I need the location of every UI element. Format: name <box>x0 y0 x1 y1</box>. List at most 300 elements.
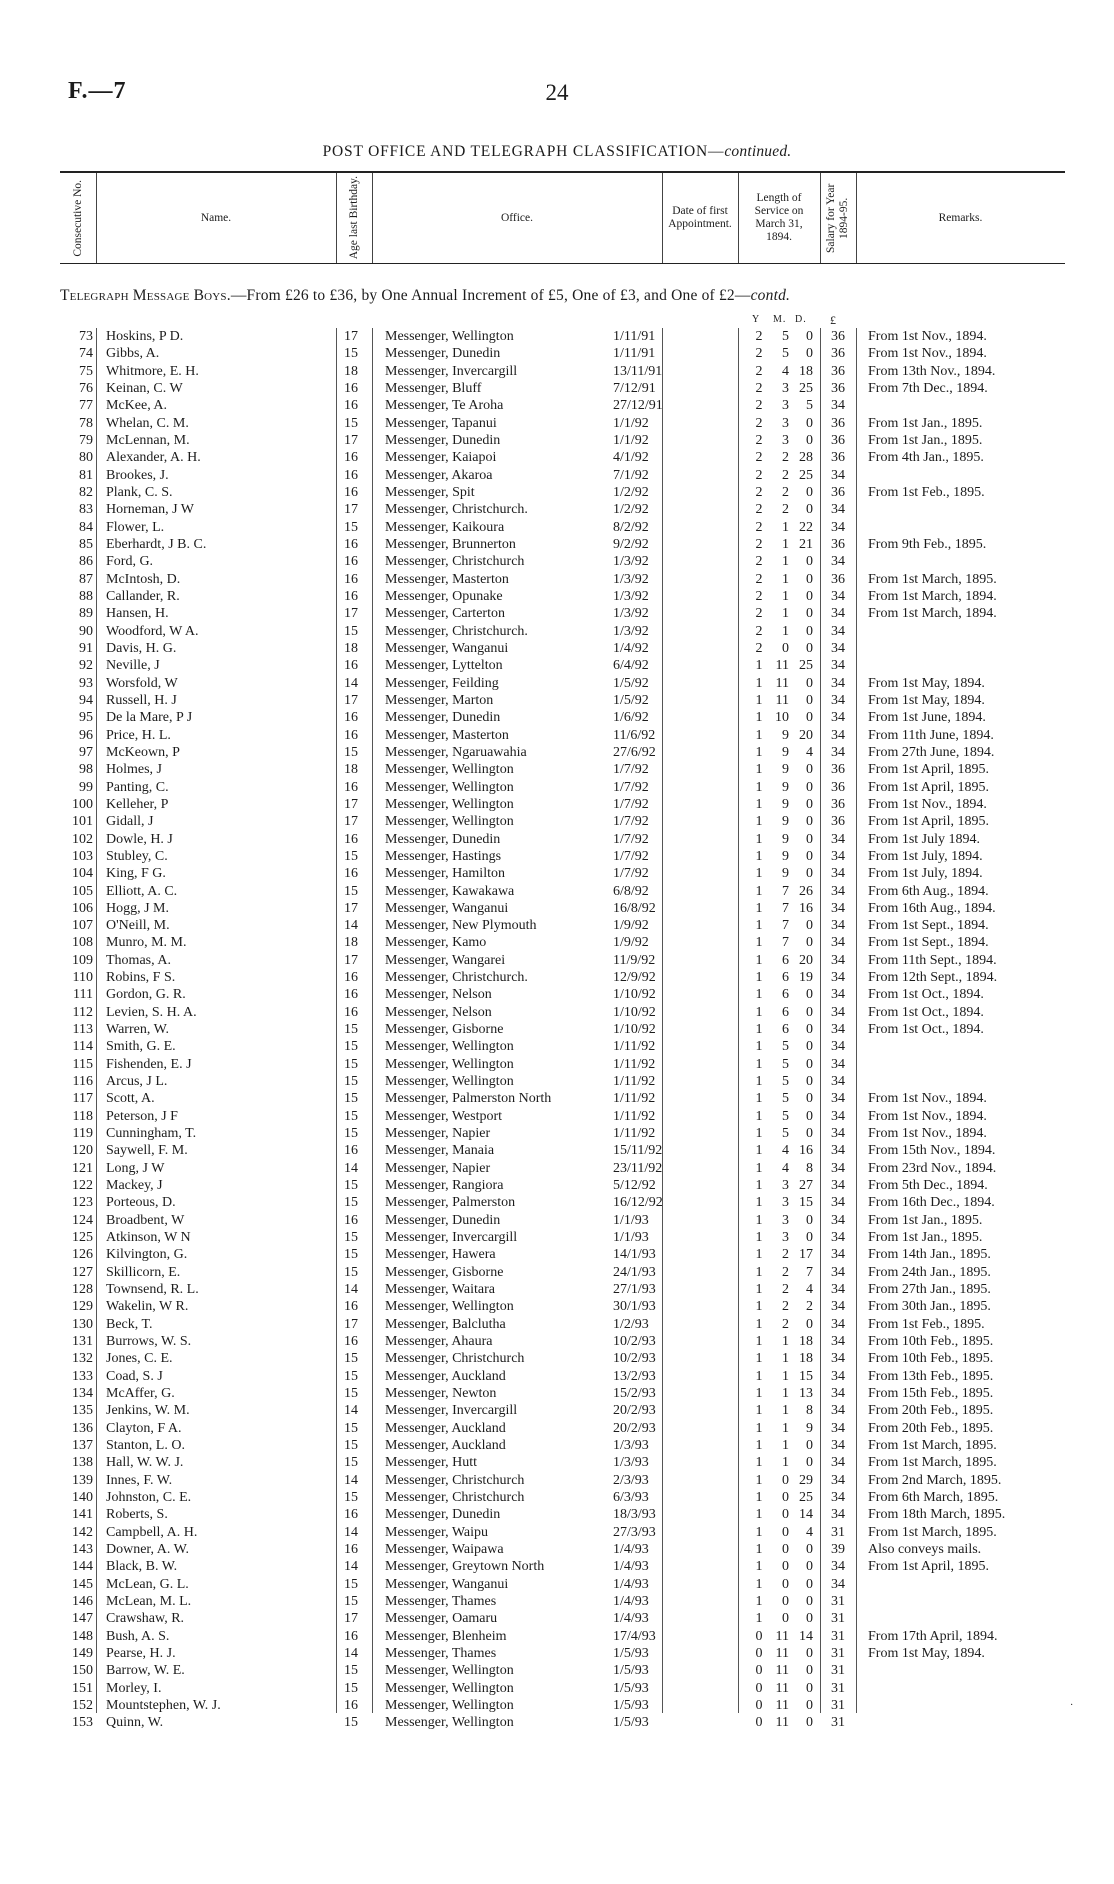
row-name: Eberhardt, J B. C. <box>106 536 207 552</box>
table-row <box>60 934 1065 951</box>
table-row <box>60 501 1065 518</box>
row-years: 2 <box>755 380 763 396</box>
row-salary: 31 <box>831 1593 845 1609</box>
row-name: Worsfold, W <box>106 675 178 691</box>
table-row <box>60 1714 1065 1731</box>
row-name: Kilvington, G. <box>106 1247 188 1263</box>
row-salary: 34 <box>831 692 845 708</box>
row-number: 148 <box>72 1628 93 1644</box>
row-age: 16 <box>344 779 358 795</box>
row-age: 17 <box>344 692 358 708</box>
row-years: 0 <box>755 1628 763 1644</box>
row-name: Gordon, G. R. <box>106 987 186 1003</box>
row-years: 1 <box>755 987 763 1003</box>
row-name: De la Mare, P J <box>106 710 193 726</box>
table-row <box>60 345 1065 362</box>
row-months: 7 <box>782 883 789 899</box>
row-date: 14/1/93 <box>613 1247 656 1263</box>
table-row <box>60 1333 1065 1350</box>
subheader-years: Y <box>752 314 761 325</box>
row-number: 153 <box>72 1715 93 1731</box>
row-salary: 36 <box>831 796 845 812</box>
row-name: McLean, M. L. <box>106 1593 192 1609</box>
row-date: 1/3/92 <box>613 623 649 639</box>
row-months: 7 <box>782 900 789 916</box>
row-name: Porteous, D. <box>106 1195 176 1211</box>
row-months: 4 <box>782 363 789 379</box>
row-days: 0 <box>806 623 813 639</box>
row-age: 17 <box>344 502 358 518</box>
row-name: Atkinson, W N <box>106 1230 191 1246</box>
row-age: 17 <box>344 952 358 968</box>
row-name: Price, H. L. <box>106 727 171 743</box>
row-date: 1/11/92 <box>613 1039 656 1055</box>
row-name: Smith, G. E. <box>106 1039 176 1055</box>
row-years: 2 <box>755 588 763 604</box>
table-row <box>60 623 1065 640</box>
row-years: 1 <box>755 866 763 882</box>
row-months: 6 <box>782 987 789 1003</box>
row-days: 0 <box>806 554 813 570</box>
row-salary: 34 <box>831 987 845 1003</box>
row-months: 2 <box>782 1247 789 1263</box>
row-number: 143 <box>72 1541 93 1557</box>
row-remarks: From 20th Feb., 1895. <box>868 1420 994 1436</box>
row-office: Messenger, Bluff <box>385 380 482 396</box>
row-number: 93 <box>79 675 93 691</box>
row-number: 103 <box>72 848 93 864</box>
column-header <box>60 171 1065 264</box>
row-name: Gibbs, A. <box>106 346 160 362</box>
row-years: 1 <box>755 1438 763 1453</box>
row-days: 7 <box>806 1264 813 1280</box>
row-days: 4 <box>806 744 813 760</box>
table-row <box>60 1212 1065 1229</box>
row-office: Messenger, Palmerston <box>385 1195 516 1211</box>
row-days: 0 <box>806 1663 813 1679</box>
row-date: 1/7/92 <box>613 796 649 812</box>
row-remarks: From 1st July, 1894. <box>868 866 983 882</box>
row-age: 15 <box>344 1351 358 1367</box>
table-row <box>60 883 1065 900</box>
row-salary: 34 <box>831 848 845 864</box>
row-age: 18 <box>344 640 358 656</box>
row-salary: 31 <box>831 1611 845 1627</box>
row-office: Messenger, Spit <box>385 484 475 500</box>
table-row <box>60 1316 1065 1333</box>
row-office: Messenger, Nelson <box>385 987 492 1003</box>
row-office: Messenger, Ngaruawahia <box>385 744 527 760</box>
row-remarks: From 5th Dec., 1894. <box>868 1178 988 1194</box>
row-salary: 34 <box>831 831 845 847</box>
row-days: 0 <box>806 762 813 778</box>
row-number: 94 <box>79 692 93 708</box>
row-salary: 34 <box>831 467 845 483</box>
row-name: Ford, G. <box>106 554 154 570</box>
row-age: 15 <box>344 1264 358 1280</box>
row-date: 13/2/93 <box>613 1368 656 1384</box>
row-remarks: From 1st March, 1894. <box>868 588 997 604</box>
row-name: Jenkins, W. M. <box>106 1403 190 1419</box>
row-salary: 34 <box>831 1091 845 1107</box>
row-months: 11 <box>775 692 789 708</box>
row-number: 108 <box>72 935 93 951</box>
row-days: 21 <box>799 536 813 552</box>
row-number: 86 <box>79 554 93 570</box>
row-remarks: From 1st Oct., 1894. <box>868 987 984 1003</box>
row-months: 5 <box>782 329 789 344</box>
row-days: 4 <box>806 1282 813 1298</box>
row-office: Messenger, Dunedin <box>385 1507 501 1523</box>
row-number: 100 <box>72 796 93 812</box>
section-text: —From £26 to £36, by One Annual Increment of £5, One of £3, and One of £2— <box>230 287 751 304</box>
row-salary: 36 <box>831 346 845 362</box>
row-years: 1 <box>755 1541 763 1557</box>
row-office: Messenger, Waipawa <box>385 1541 504 1557</box>
row-name: Davis, H. G. <box>106 640 177 656</box>
row-months: 6 <box>782 1022 789 1038</box>
row-date: 1/11/92 <box>613 1074 656 1090</box>
row-age: 14 <box>344 1524 358 1540</box>
header-salary: Salary for Year 1894-95. <box>825 183 850 253</box>
row-days: 0 <box>806 710 813 726</box>
row-days: 19 <box>799 970 813 986</box>
row-salary: 34 <box>831 883 845 899</box>
title-continued: continued. <box>724 143 792 160</box>
row-office: Messenger, Kawakawa <box>385 883 515 899</box>
table-row <box>60 1454 1065 1471</box>
row-years: 2 <box>755 398 763 414</box>
row-salary: 34 <box>831 554 845 570</box>
row-years: 1 <box>755 1420 763 1436</box>
row-office: Messenger, Dunedin <box>385 432 501 448</box>
row-date: 24/1/93 <box>613 1264 656 1280</box>
table-row <box>60 1610 1065 1627</box>
row-salary: 36 <box>831 814 845 830</box>
row-salary: 34 <box>831 1403 845 1419</box>
row-name: Russell, H. J <box>106 692 177 708</box>
row-salary: 34 <box>831 1160 845 1176</box>
row-number: 122 <box>72 1178 93 1194</box>
row-salary: 34 <box>831 1247 845 1263</box>
row-date: 1/4/93 <box>613 1576 649 1592</box>
row-name: Saywell, F. M. <box>106 1143 188 1159</box>
row-days: 27 <box>799 1178 813 1194</box>
row-remarks: From 1st March, 1894. <box>868 606 997 622</box>
row-number: 98 <box>79 762 93 778</box>
row-age: 16 <box>344 866 358 882</box>
row-months: 2 <box>782 1299 789 1315</box>
row-name: Woodford, W A. <box>106 623 199 639</box>
stray-mark: · <box>1070 1700 1074 1711</box>
row-years: 1 <box>755 1299 763 1315</box>
row-date: 1/4/93 <box>613 1541 649 1557</box>
row-salary: 34 <box>831 1576 845 1592</box>
table-row <box>60 1697 1065 1714</box>
row-office: Messenger, Manaia <box>385 1143 495 1159</box>
row-office: Messenger, New Plymouth <box>385 918 537 934</box>
row-remarks: From 4th Jan., 1895. <box>868 450 984 466</box>
row-age: 14 <box>344 1645 358 1661</box>
row-days: 16 <box>799 900 813 916</box>
row-date: 1/3/93 <box>613 1455 649 1471</box>
header-remarks: Remarks. <box>938 211 983 224</box>
row-number: 88 <box>79 588 93 604</box>
row-name: McKee, A. <box>106 398 168 414</box>
row-age: 15 <box>344 1195 358 1211</box>
row-number: 106 <box>72 900 93 916</box>
row-name: Downer, A. W. <box>106 1541 190 1557</box>
row-name: Flower, L. <box>106 519 165 535</box>
row-office: Messenger, Carterton <box>385 606 505 622</box>
row-age: 16 <box>344 1143 358 1159</box>
row-years: 1 <box>755 900 763 916</box>
row-date: 15/2/93 <box>613 1386 656 1402</box>
row-age: 15 <box>344 415 358 431</box>
row-years: 1 <box>755 1126 763 1142</box>
row-months: 3 <box>782 380 789 396</box>
row-name: Beck, T. <box>106 1316 153 1332</box>
row-months: 9 <box>782 762 789 778</box>
row-number: 123 <box>72 1195 93 1211</box>
row-date: 1/7/92 <box>613 814 649 830</box>
row-office: Messenger, Kaikoura <box>385 519 505 535</box>
row-number: 144 <box>72 1559 93 1575</box>
row-days: 0 <box>806 1316 813 1332</box>
row-remarks: From 1st June, 1894. <box>868 710 986 726</box>
row-years: 1 <box>755 1212 763 1228</box>
row-years: 1 <box>755 1195 763 1211</box>
table-row <box>60 1368 1065 1385</box>
row-name: Levien, S. H. A. <box>106 1004 197 1020</box>
row-salary: 34 <box>831 398 845 414</box>
row-age: 15 <box>344 1247 358 1263</box>
row-salary: 34 <box>831 935 845 951</box>
row-days: 15 <box>799 1195 813 1211</box>
row-salary: 34 <box>831 1420 845 1436</box>
row-remarks: From 1st July, 1894. <box>868 848 983 864</box>
row-office: Messenger, Westport <box>385 1108 503 1124</box>
row-office: Messenger, Auckland <box>385 1368 506 1384</box>
row-salary: 36 <box>831 571 845 587</box>
row-office: Messenger, Kamo <box>385 935 487 951</box>
row-age: 18 <box>344 935 358 951</box>
row-date: 1/5/92 <box>613 675 649 691</box>
table-row <box>60 1090 1065 1107</box>
row-days: 0 <box>806 502 813 518</box>
row-name: Townsend, R. L. <box>106 1282 199 1298</box>
row-number: 133 <box>72 1368 93 1384</box>
row-years: 2 <box>755 640 763 656</box>
row-days: 0 <box>806 1022 813 1038</box>
row-days: 0 <box>806 1056 813 1072</box>
row-age: 14 <box>344 1472 358 1488</box>
row-years: 1 <box>755 692 763 708</box>
row-age: 15 <box>344 623 358 639</box>
row-remarks: From 1st April, 1895. <box>868 1559 989 1575</box>
row-office: Messenger, Brunnerton <box>385 536 516 552</box>
row-days: 0 <box>806 1074 813 1090</box>
row-salary: 36 <box>831 779 845 795</box>
row-remarks: From 1st April, 1895. <box>868 779 989 795</box>
row-date: 1/11/91 <box>613 346 656 362</box>
row-age: 16 <box>344 554 358 570</box>
row-number: 135 <box>72 1403 93 1419</box>
row-salary: 31 <box>831 1524 845 1540</box>
row-number: 75 <box>79 363 93 379</box>
row-number: 84 <box>79 519 93 535</box>
row-years: 1 <box>755 1403 763 1419</box>
row-office: Messenger, Tapanui <box>385 415 497 431</box>
row-office: Messenger, Christchurch <box>385 1472 525 1488</box>
row-age: 15 <box>344 519 358 535</box>
table-row <box>60 640 1065 657</box>
row-name: Cunningham, T. <box>106 1126 197 1142</box>
row-years: 2 <box>755 519 763 535</box>
row-days: 20 <box>799 952 813 968</box>
row-salary: 36 <box>831 536 845 552</box>
row-salary: 34 <box>831 675 845 691</box>
table-row <box>60 484 1065 501</box>
table-row <box>60 432 1065 449</box>
row-date: 27/3/93 <box>613 1524 656 1540</box>
row-date: 1/11/92 <box>613 1108 656 1124</box>
row-date: 30/1/93 <box>613 1299 656 1315</box>
header-age: Age last Birthday. <box>347 176 360 260</box>
row-months: 5 <box>782 346 789 362</box>
row-salary: 34 <box>831 588 845 604</box>
row-office: Messenger, Dunedin <box>385 710 501 726</box>
row-months: 1 <box>782 1403 789 1419</box>
row-remarks: From 1st Nov., 1894. <box>868 346 987 362</box>
row-salary: 34 <box>831 1143 845 1159</box>
row-date: 17/4/93 <box>613 1628 656 1644</box>
row-months: 1 <box>782 554 789 570</box>
table-row <box>60 519 1065 536</box>
row-years: 1 <box>755 1611 763 1627</box>
row-months: 2 <box>782 467 789 483</box>
row-remarks: From 1st March, 1895. <box>868 1438 997 1453</box>
row-name: Innes, F. W. <box>106 1472 173 1488</box>
row-days: 0 <box>806 346 813 362</box>
table-row <box>60 1125 1065 1142</box>
row-months: 1 <box>782 536 789 552</box>
row-number: 130 <box>72 1316 93 1332</box>
table-row <box>60 1021 1065 1038</box>
row-date: 13/11/91 <box>613 363 663 379</box>
table-row <box>60 1177 1065 1194</box>
row-salary: 34 <box>831 1178 845 1194</box>
row-number: 78 <box>79 415 93 431</box>
table-row <box>60 1558 1065 1575</box>
row-name: Black, B. W. <box>106 1559 178 1575</box>
row-number: 145 <box>72 1576 93 1592</box>
row-salary: 34 <box>831 1507 845 1523</box>
row-date: 1/10/92 <box>613 1004 656 1020</box>
row-remarks: From 13th Feb., 1895. <box>868 1368 994 1384</box>
row-remarks: From 24th Jan., 1895. <box>868 1264 991 1280</box>
header-name: Name. <box>200 211 232 224</box>
row-remarks: From 7th Dec., 1894. <box>868 380 988 396</box>
row-remarks: From 1st Nov., 1894. <box>868 796 987 812</box>
table-row <box>60 1038 1065 1055</box>
row-date: 6/3/93 <box>613 1489 649 1505</box>
page-code: F.—7 <box>68 78 127 104</box>
row-months: 3 <box>782 1178 789 1194</box>
row-date: 15/11/92 <box>613 1143 663 1159</box>
row-date: 1/11/92 <box>613 1056 656 1072</box>
row-office: Messenger, Christchurch. <box>385 970 528 986</box>
row-years: 1 <box>755 883 763 899</box>
row-days: 0 <box>806 432 813 448</box>
row-salary: 36 <box>831 329 845 344</box>
row-months: 11 <box>775 1645 789 1661</box>
row-date: 1/2/92 <box>613 484 649 500</box>
row-age: 16 <box>344 831 358 847</box>
row-salary: 34 <box>831 1438 845 1453</box>
row-salary: 31 <box>831 1663 845 1679</box>
row-months: 2 <box>782 502 789 518</box>
row-years: 1 <box>755 796 763 812</box>
row-number: 73 <box>79 329 93 344</box>
row-date: 1/5/93 <box>613 1645 649 1661</box>
row-months: 3 <box>782 1195 789 1211</box>
row-years: 1 <box>755 1472 763 1488</box>
row-office: Messenger, Dunedin <box>385 1212 501 1228</box>
row-name: McLennan, M. <box>106 432 190 448</box>
row-number: 77 <box>79 398 93 414</box>
row-salary: 34 <box>831 1212 845 1228</box>
row-office: Messenger, Auckland <box>385 1420 506 1436</box>
row-remarks: From 16th Dec., 1894. <box>868 1195 995 1211</box>
table-row <box>60 917 1065 934</box>
row-years: 0 <box>755 1680 763 1696</box>
table-row <box>60 1576 1065 1593</box>
row-salary: 34 <box>831 658 845 674</box>
row-office: Messenger, Wellington <box>385 1663 514 1679</box>
row-days: 0 <box>806 1126 813 1142</box>
row-number: 110 <box>72 970 93 986</box>
row-name: Holmes, J <box>106 762 162 778</box>
row-remarks: From 1st Jan., 1895. <box>868 1212 983 1228</box>
row-years: 1 <box>755 1074 763 1090</box>
row-office: Messenger, Wellington <box>385 1056 514 1072</box>
row-name: Quinn, W. <box>106 1715 164 1731</box>
row-number: 126 <box>72 1247 93 1263</box>
row-number: 141 <box>72 1507 93 1523</box>
row-salary: 34 <box>831 1126 845 1142</box>
row-office: Messenger, Invercargill <box>385 1230 518 1246</box>
table-row <box>60 328 1065 345</box>
row-days: 8 <box>806 1403 813 1419</box>
row-office: Messenger, Wellington <box>385 762 514 778</box>
row-years: 2 <box>755 502 763 518</box>
row-date: 11/6/92 <box>613 727 656 743</box>
row-age: 15 <box>344 1074 358 1090</box>
row-office: Messenger, Wellington <box>385 1299 514 1315</box>
row-number: 91 <box>79 640 93 656</box>
row-name: McLean, G. L. <box>106 1576 189 1592</box>
row-salary: 34 <box>831 1004 845 1020</box>
row-years: 1 <box>755 1039 763 1055</box>
row-office: Messenger, Wellington <box>385 796 514 812</box>
row-name: Brookes, J. <box>106 467 169 483</box>
row-salary: 34 <box>831 1316 845 1332</box>
row-number: 125 <box>72 1230 93 1246</box>
row-age: 15 <box>344 1576 358 1592</box>
row-age: 14 <box>344 1282 358 1298</box>
row-name: Peterson, J F <box>106 1108 178 1124</box>
